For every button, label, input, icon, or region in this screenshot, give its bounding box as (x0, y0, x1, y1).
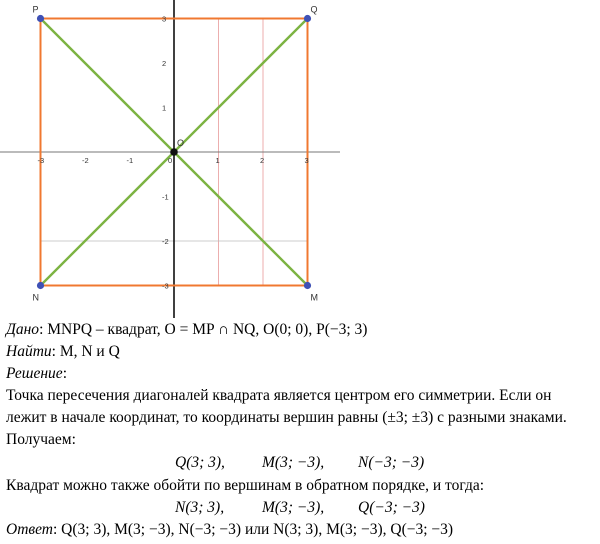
vertex-label: Q (310, 4, 318, 15)
given-body: : MNPQ – квадрат, O = MP ∩ NQ, O(0; 0), P(−3; 3) (39, 321, 368, 338)
x-tick-label: -2 (82, 156, 89, 165)
answer-label: Ответ (6, 521, 53, 538)
x-tick-label: 1 (215, 156, 220, 165)
given-label: Дано (6, 321, 40, 338)
find-label: Найти (6, 343, 52, 360)
eq2-q: Q(−3; −3) (358, 499, 425, 516)
vertex-label: M (310, 292, 318, 303)
eq1-n: N(−3; −3) (358, 454, 425, 471)
eq2-m: M(3; −3), (262, 499, 325, 516)
y-tick-label: -2 (162, 237, 169, 246)
vertex-n (37, 282, 44, 289)
vertex-label: N (32, 292, 39, 303)
solution-text-2: лежит в начале координат, то координаты вершин равны (±3; ±3) с разными знаками. (6, 409, 567, 426)
eq2-n: N(3; 3), (175, 499, 225, 516)
center-label: O (177, 138, 185, 148)
x-tick-label: 2 (260, 156, 265, 165)
given-line (6, 320, 367, 340)
solution-text-3: Получаем: (6, 431, 76, 448)
y-tick-label: 2 (162, 59, 167, 68)
solution-text-4: Квадрат можно также обойти по вершинам в обратном порядке, и тогда: (6, 477, 485, 494)
x-tick-label: 0 (168, 156, 173, 165)
y-tick-label: -1 (162, 192, 169, 202)
y-tick-label: -3 (162, 281, 169, 291)
vertex-q (304, 15, 311, 22)
find-line (6, 342, 120, 362)
eq1-q: Q(3; 3), (175, 454, 225, 471)
eq1-m: M(3; −3), (262, 454, 325, 471)
y-tick-label: 3 (162, 14, 167, 24)
vertex-m (304, 282, 311, 289)
find-body: : M, N и Q (51, 343, 120, 360)
answer-body: : Q(3; 3), M(3; −3), N(−3; −3) или N(3; 3), M(3; −3), Q(−3; −3) (52, 521, 454, 538)
x-tick-label: 3 (304, 156, 309, 165)
vertex-label: P (32, 4, 39, 15)
solution-colon: : (62, 365, 67, 382)
x-tick-label: -1 (126, 156, 134, 165)
answer-line (6, 520, 453, 540)
solution-text-1: Точка пересечения диагоналей квадрата является центром его симметрии. Если он (6, 387, 552, 404)
center-point-o (170, 148, 178, 156)
solution-line (6, 364, 67, 384)
solution-label: Решение (6, 365, 63, 382)
vertex-p (37, 15, 44, 22)
y-tick-label: 1 (162, 103, 167, 113)
x-tick-label: -3 (37, 156, 45, 165)
